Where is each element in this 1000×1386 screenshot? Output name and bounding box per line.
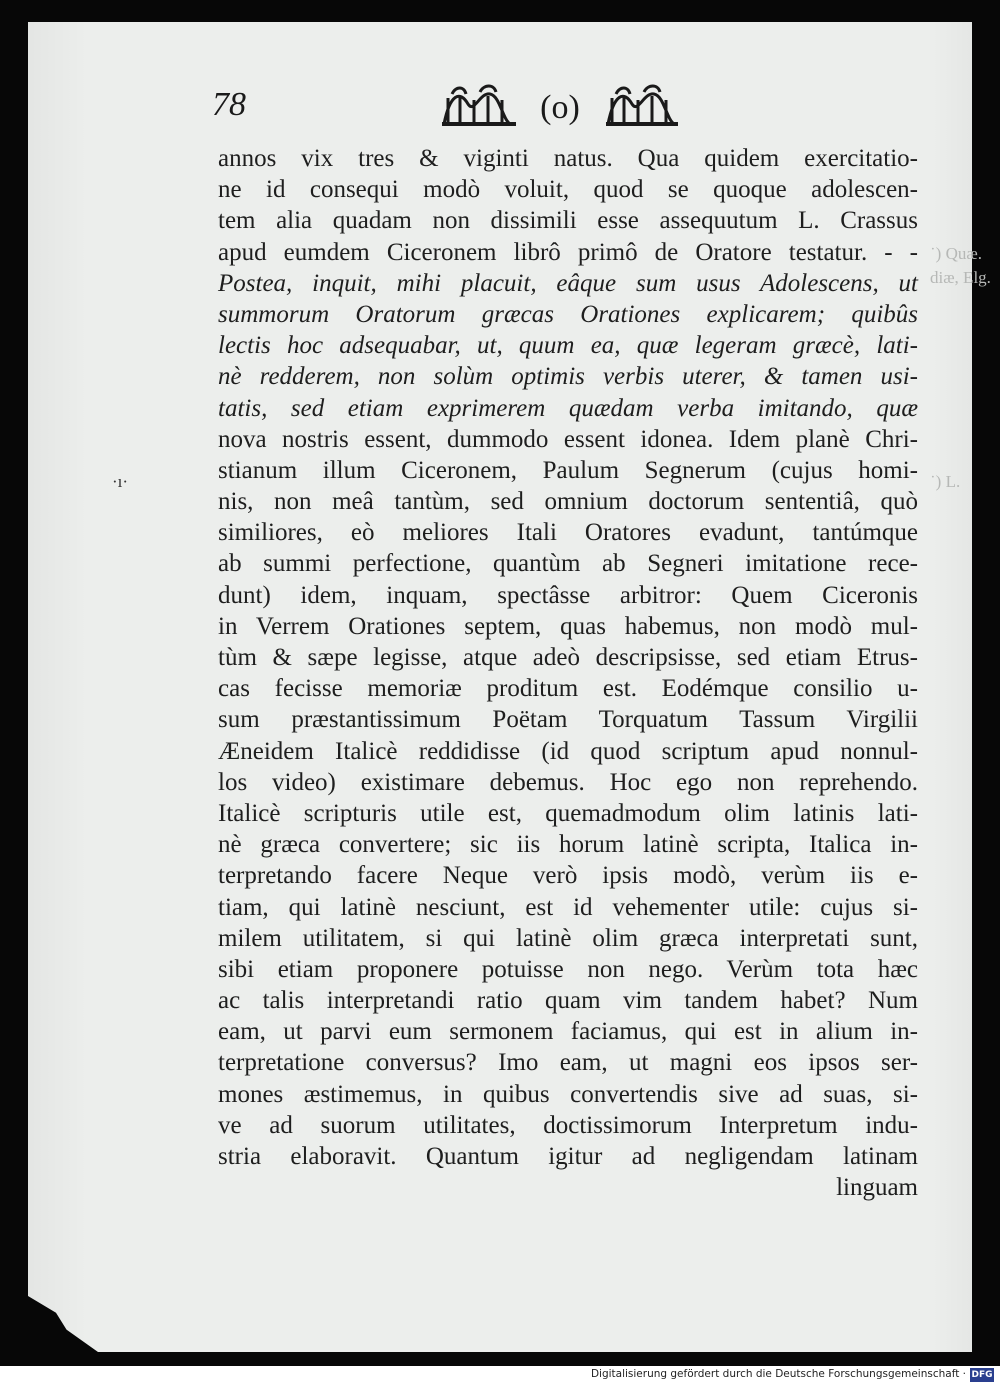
bleed-through-mark: diæ, Elg. (930, 268, 991, 287)
bleed-through-mark: ˙) Quæ. (930, 244, 982, 263)
text-line: nè redderem, non solùm optimis verbis uterer, & tamen usi- (218, 363, 918, 391)
footer-credit: Digitalisierung gefördert durch die Deutsche Forschungsgemeinschaft · (590, 1368, 966, 1380)
text-line: similiores, eò meliores Itali Oratores evadunt, tantúmque (218, 519, 918, 547)
page-number: 78 (212, 86, 246, 123)
bleed-through-mark: ˙) L. (930, 472, 961, 491)
text-line: ac talis interpretandi ratio quam vim tandem habet? Num (218, 987, 918, 1015)
right-ornament (606, 86, 678, 124)
body-text (218, 143, 918, 1203)
text-line: annos vix tres & viginti natus. Qua quidem exercitatio- (218, 145, 918, 172)
margin-dot: ·ı· (112, 472, 129, 491)
text-line: Italicè scripturis utile est, quemadmodum olim latinis lati- (218, 799, 918, 827)
text-line: Æneidem Italicè reddidisse (id quod scriptum apud nonnul- (218, 737, 918, 765)
text-line: nis, non meâ tantùm, sed omnium doctorum sententiâ, quò (218, 488, 918, 516)
text-line: summorum Oratorum græcas Orationes explicarem; quibûs (218, 300, 918, 328)
dfg-logo: DFG (971, 1370, 993, 1380)
text-line: ab summi perfectione, quantùm ab Segneri imitatione rece- (218, 550, 918, 578)
left-ornament (442, 86, 516, 124)
catchword: linguam (836, 1174, 918, 1202)
text-line: mones æstimemus, in quibus convertendis sive ad suas, si- (218, 1080, 918, 1108)
text-line: tiam, qui latinè nesciunt, est id vehementer utile: cujus si- (218, 893, 918, 921)
text-line: apud eumdem Ciceronem librô primô de Oratore testatur. - - (218, 238, 918, 266)
ornamental-headpiece (440, 84, 680, 128)
text-line: dunt) idem, inquam, spectâsse arbitror: Quem Ciceronis (218, 581, 918, 609)
text-line: milem utilitatem, si qui latinè olim græca interpretati sunt, (218, 924, 918, 952)
text-line: nè græca convertere; sic iis horum latinè scripta, Italica in- (218, 831, 918, 859)
text-line: nova nostris essent, dummodo essent idonea. Idem planè Chri- (218, 425, 918, 453)
text-line: sum præstantissimum Poëtam Torquatum Tassum Virgilii (218, 706, 918, 734)
text-line: ne id consequi modò voluit, quod se quoque adolescen- (218, 176, 918, 204)
headpiece-center: (o) (540, 89, 580, 126)
text-line: sibi etiam proponere potuisse non nego. Verùm tota hæc (218, 955, 918, 983)
text-line: tùm & sæpe legisse, atque adeò descripsisse, sed etiam Etrus- (218, 644, 918, 671)
text-line: tatis, sed etiam exprimerem quædam verba imitando, quæ (218, 394, 918, 422)
text-line: lectis hoc adsequabar, ut, quum ea, quæ legeram græcè, lati- (218, 332, 918, 360)
text-line: cas fecisse memoriæ proditum est. Eodémque consilio u- (218, 675, 918, 703)
text-line: eam, ut parvi eum sermonem faciamus, qui est in alium in- (218, 1018, 918, 1046)
text-line: terpretando facere Neque verò ipsis modò, verùm iis e- (218, 862, 918, 890)
text-line: stria elaboravit. Quantum igitur ad negligendam latinam (218, 1143, 918, 1170)
text-line: ve ad suorum utilitates, doctissimorum Interpretum indu- (218, 1111, 918, 1139)
text-line: stianum illum Ciceronem, Paulum Segnerum (cujus homi- (218, 456, 918, 484)
text-line: Postea, inquit, mihi placuit, eâque sum usus Adolescens, ut (218, 269, 918, 297)
text-line: terpretatione conversus? Imo eam, ut magni eos ipsos ser- (218, 1049, 918, 1077)
text-line: tem alia quadam non dissimili esse assequutum L. Crassus (218, 207, 918, 235)
text-line: in Verrem Orationes septem, quas habemus, non modò mul- (218, 612, 918, 640)
text-line: los video) existimare debemus. Hoc ego non reprehendo. (218, 768, 918, 796)
